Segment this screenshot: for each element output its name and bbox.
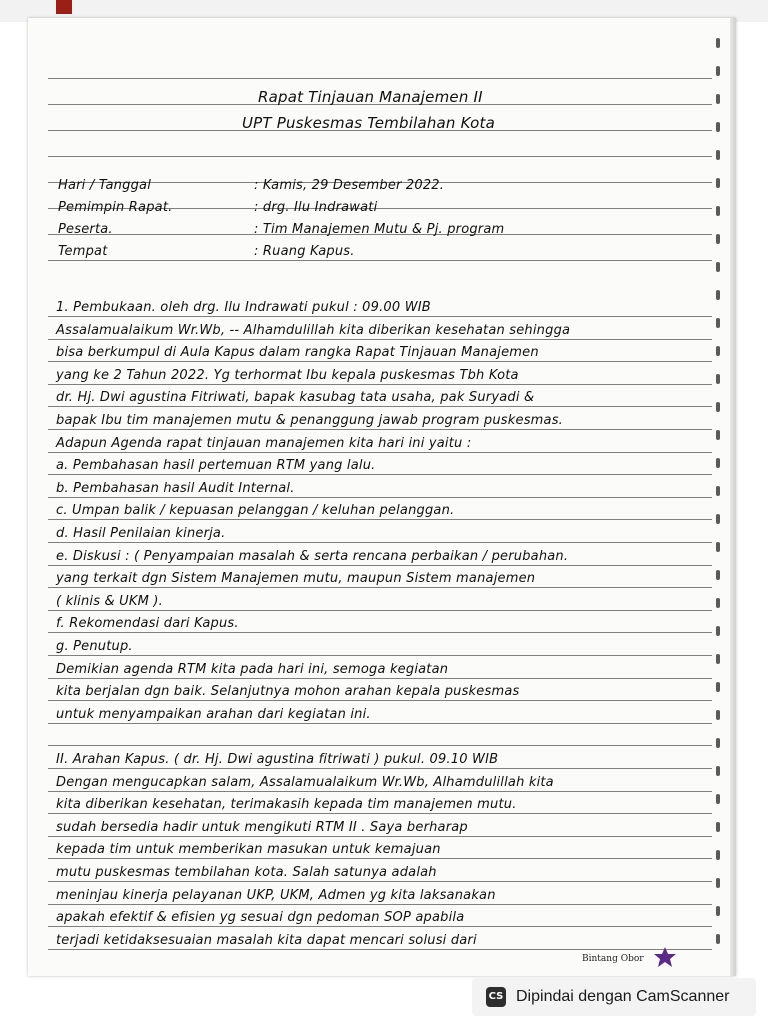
binding-hole (716, 150, 720, 160)
binding-hole (716, 318, 720, 328)
ruled-line (48, 361, 712, 362)
body-line: Adapun Agenda rapat tinjauan manajemen kita hari ini yaitu : (56, 435, 472, 451)
ruled-line (48, 632, 712, 633)
notebook-page (28, 18, 736, 976)
body-line: Dengan mengucapkan salam, Assalamualaikum Wr.Wb, Alhamdulillah kita (56, 774, 554, 790)
body-line: c. Umpan balik / kepuasan pelanggan / keluhan pelanggan. (56, 503, 455, 519)
meta-label-place: Tempat (58, 244, 108, 259)
ruled-line (48, 904, 712, 905)
ruled-line (48, 949, 712, 950)
binding-hole (716, 178, 720, 188)
body-line: bapak Ibu tim manajemen mutu & penanggung jawab program puskesmas. (56, 413, 564, 428)
ruled-line (48, 610, 712, 611)
binding-hole (716, 766, 720, 776)
ruled-line (48, 260, 712, 261)
binding-hole (716, 626, 720, 636)
ruled-line (48, 791, 712, 792)
binding-hole (716, 458, 720, 468)
ruled-line (48, 587, 712, 588)
meta-value-place: : Ruang Kapus. (254, 244, 355, 259)
meta-value-participants: : Tim Manajemen Mutu & Pj. program (254, 222, 505, 237)
meta-label-date: Hari / Tanggal (58, 178, 152, 193)
body-line: Demikian agenda RTM kita pada hari ini, semoga kegiatan (56, 661, 449, 677)
ruled-line (48, 406, 712, 407)
body-line: g. Penutup. (56, 639, 133, 654)
spiral-binding (716, 38, 722, 968)
ruled-line (48, 156, 712, 157)
ruled-line (48, 384, 712, 385)
body-line: Assalamualaikum Wr.Wb, -- Alhamdulillah kita diberikan kesehatan sehingga (56, 322, 571, 338)
document-title-line-2: UPT Puskesmas Tembilahan Kota (242, 114, 495, 132)
camscanner-icon: CS (486, 987, 506, 1007)
ruled-line (48, 339, 712, 340)
camscanner-badge (472, 978, 756, 1016)
ruled-line (48, 768, 712, 769)
ruled-line (48, 881, 712, 882)
star-logo-icon (652, 946, 678, 968)
ruled-line (48, 78, 712, 79)
body-line: dr. Hj. Dwi agustina Fitriwati, bapak kasubag tata usaha, pak Suryadi & (56, 390, 535, 406)
body-line: ( klinis & UKM ). (56, 593, 163, 609)
ruled-line (48, 926, 712, 927)
meta-value-date: : Kamis, 29 Desember 2022. (254, 178, 445, 193)
binding-hole (716, 822, 720, 832)
ruled-line (48, 700, 712, 701)
binding-hole (716, 542, 720, 552)
binding-hole (716, 290, 720, 300)
binding-hole (716, 598, 720, 608)
body-line: a. Pembahasan hasil pertemuan RTM yang lalu. (56, 458, 376, 474)
binding-hole (716, 906, 720, 916)
binding-hole (716, 850, 720, 860)
binding-hole (716, 430, 720, 440)
body-line: meninjau kinerja pelayanan UKP, UKM, Admen yg kita laksanakan (56, 887, 496, 903)
body-line: kita diberikan kesehatan, terimakasih kepada tim manajemen mutu. (56, 797, 517, 813)
binding-hole (716, 402, 720, 412)
binding-hole (716, 710, 720, 720)
ruled-line (48, 678, 712, 679)
binding-hole (716, 654, 720, 664)
notebook-cover-edge (56, 0, 72, 14)
body-line: sudah bersedia hadir untuk mengikuti RTM II . Saya berharap (56, 819, 468, 835)
body-line: yang terkait dgn Sistem Manajemen mutu, maupun Sistem manajemen (56, 571, 536, 587)
meta-label-leader: Pemimpin Rapat. (58, 200, 173, 215)
binding-hole (716, 262, 720, 272)
binding-hole (716, 486, 720, 496)
body-line: 1. Pembukaan. oleh drg. Ilu Indrawati pukul : 09.00 WIB (56, 300, 431, 315)
binding-hole (716, 122, 720, 132)
body-line: e. Diskusi : ( Penyampaian masalah & serta rencana perbaikan / perubahan. (56, 548, 569, 564)
ruled-line (48, 542, 712, 543)
binding-hole (716, 94, 720, 104)
binding-hole (716, 570, 720, 580)
body-line: mutu puskesmas tembilahan kota. Salah satunya adalah (56, 865, 437, 880)
body-line: d. Hasil Penilaian kinerja. (56, 526, 226, 541)
body-line: yang ke 2 Tahun 2022. Yg terhormat Ibu kepala puskesmas Tbh Kota (56, 367, 519, 383)
ruled-line (48, 858, 712, 859)
binding-hole (716, 738, 720, 748)
body-line: terjadi ketidaksesuaian masalah kita dapat mencari solusi dari (56, 932, 477, 948)
ruled-line (48, 565, 712, 566)
binding-hole (716, 794, 720, 804)
meta-label-participants: Peserta. (58, 222, 113, 237)
camscanner-label: Dipindai dengan CamScanner (516, 988, 730, 1005)
body-line: kepada tim untuk memberikan masukan untuk kemajuan (56, 842, 441, 858)
ruled-line (48, 745, 712, 746)
body-line: f. Rekomendasi dari Kapus. (56, 616, 239, 632)
binding-hole (716, 38, 720, 48)
document-title-line-1: Rapat Tinjauan Manajemen II (258, 88, 483, 106)
ruled-line (48, 723, 712, 724)
ruled-line (48, 474, 712, 475)
ruled-line (48, 519, 712, 520)
ruled-line (48, 836, 712, 837)
notebook-brand: Bintang Obor (582, 954, 644, 964)
body-line: bisa berkumpul di Aula Kapus dalam rangka Rapat Tinjauan Manajemen (56, 345, 539, 361)
binding-hole (716, 66, 720, 76)
binding-hole (716, 934, 720, 944)
binding-hole (716, 206, 720, 216)
body-line: kita berjalan dgn baik. Selanjutnya mohon arahan kepala puskesmas (56, 684, 520, 700)
body-line: untuk menyampaikan arahan dari kegiatan ini. (56, 706, 371, 722)
meta-value-leader: : drg. Ilu Indrawati (254, 200, 378, 215)
binding-hole (716, 514, 720, 524)
binding-hole (716, 234, 720, 244)
ruled-line (48, 452, 712, 453)
ruled-line (48, 316, 712, 317)
ruled-line (48, 429, 712, 430)
body-line: b. Pembahasan hasil Audit Internal. (56, 480, 295, 496)
binding-hole (716, 374, 720, 384)
body-line: II. Arahan Kapus. ( dr. Hj. Dwi agustina fitriwati ) pukul. 09.10 WIB (56, 752, 499, 767)
ruled-line (48, 497, 712, 498)
binding-hole (716, 682, 720, 692)
binding-hole (716, 346, 720, 356)
binding-hole (716, 878, 720, 888)
ruled-line (48, 655, 712, 656)
ruled-line (48, 813, 712, 814)
body-line: apakah efektif & efisien yg sesuai dgn pedoman SOP apabila (56, 910, 465, 926)
page-edge-shadow (730, 18, 736, 976)
